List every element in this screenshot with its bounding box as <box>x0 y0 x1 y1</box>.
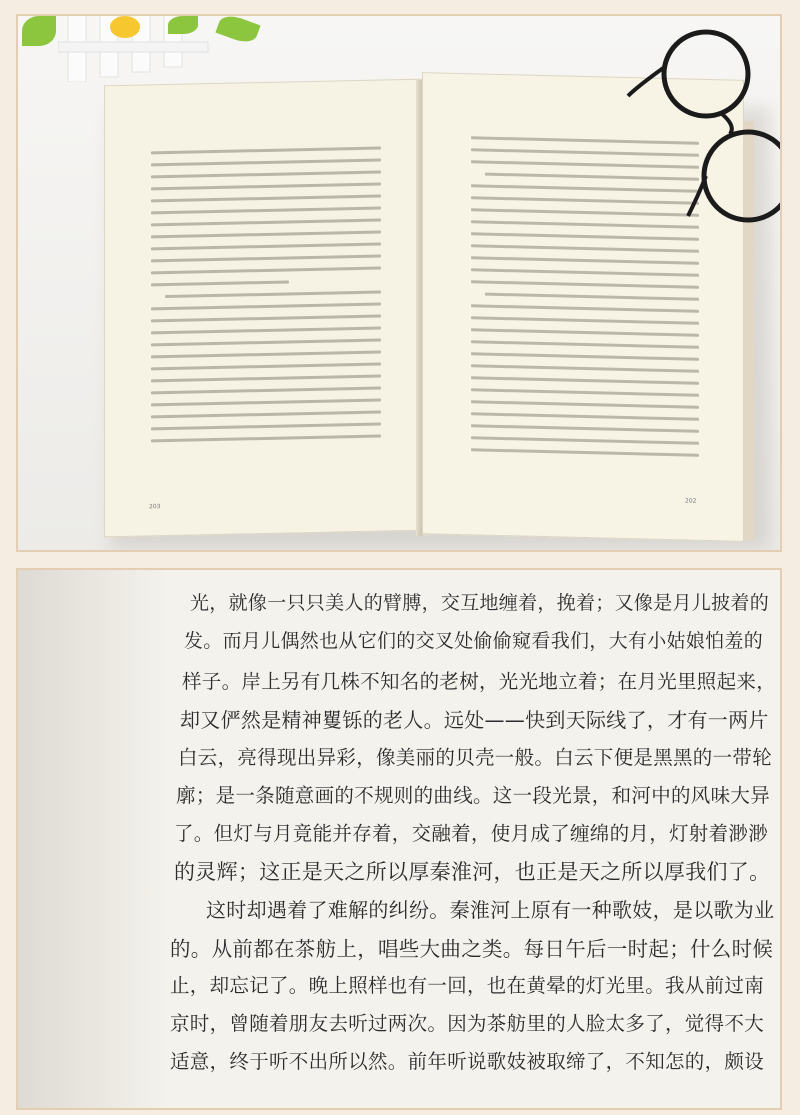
text-line: 了。但灯与月竟能并存着，交融着，使月成了缠绵的月，灯射着渺渺 <box>174 822 769 845</box>
text-line: 这时却遇着了难解的纠纷。秦淮河上原有一种歌妓，是以歌为业 <box>206 898 775 922</box>
book-left-page <box>104 79 422 538</box>
text-line: 廓；是一条随意画的不规则的曲线。这一段光景，和河中的风味大异 <box>176 784 771 807</box>
wooden-fence-decoration <box>58 14 228 82</box>
text-line: 的。从前都在茶舫上，唱些大曲之类。每日午后一时起；什么时候 <box>170 937 774 961</box>
text-line: 发。而月儿偶然也从它们的交叉处偷偷窥看我们，大有小姑娘怕羞的 <box>184 630 764 652</box>
left-page-number: 203 <box>149 503 161 511</box>
eyeglasses-decoration <box>618 26 782 246</box>
text-line: 京时，曾随着朋友去听过两次。因为茶舫里的人脸太多了，觉得不大 <box>170 1012 765 1035</box>
right-page-number: 202 <box>685 497 697 505</box>
text-line: 光，就像一只只美人的臂膊，交互地缠着，挽着；又像是月儿披着的 <box>190 592 770 614</box>
text-line: 白云，亮得现出异彩，像美丽的贝壳一般。白云下便是黑黑的一带轮 <box>178 746 773 769</box>
text-line: 适意，终于听不出所以然。前年听说歌妓被取缔了，不知怎的，颇设 <box>170 1050 765 1073</box>
text-line: 样子。岸上另有几株不知名的老树，光光地立着；在月光里照起来， <box>182 670 777 693</box>
green-leaf-decoration <box>22 16 56 46</box>
text-line: 的灵辉；这正是天之所以厚秦淮河，也正是天之所以厚我们了。 <box>174 860 771 884</box>
book-photo-panel <box>16 14 782 552</box>
green-leaf-decoration <box>168 16 198 34</box>
left-page-text <box>151 147 381 452</box>
page-curve-shadow <box>18 570 168 1108</box>
text-closeup-panel <box>16 568 782 1110</box>
text-line: 止，却忘记了。晚上照样也有一回，也在黄晕的灯光里。我从前过南 <box>170 974 765 997</box>
text-line: 却又俨然是精神矍铄的老人。远处——快到天际线了，才有一两片 <box>180 708 769 732</box>
yellow-flower-decoration <box>110 16 140 38</box>
